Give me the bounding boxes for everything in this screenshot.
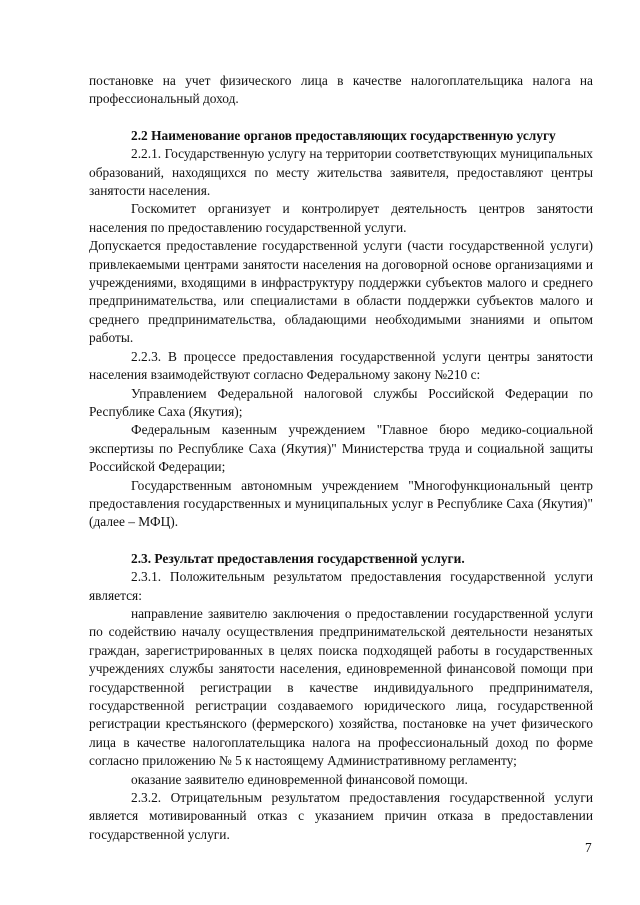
paragraph-tax-service: Управлением Федеральной налоговой службы Российской Федерации по Республике Саха (Якутия); <box>89 385 593 419</box>
spacer <box>89 109 593 127</box>
paragraph-medical-bureau: Федеральным казенным учреждением "Главное бюро медико-социальной экспертизы по Республике Саха (Якутия)" Министерства труда и социальной защиты Российской Федерации; <box>89 422 593 475</box>
paragraph-2-2-3: 2.2.3. В процессе предоставления государственной услуги центры занятости населения взаимодействуют согласно Федеральному закону №210 с: <box>89 348 593 383</box>
page-number: 7 <box>585 840 592 855</box>
spacer <box>89 532 593 550</box>
document-page <box>89 72 593 844</box>
paragraph-mfc: Государственным автономным учреждением "Многофункциональный центр предоставления государственных и муниципальных услуг в Республике Саха (Якутия)" (далее – МФЦ). <box>89 477 593 530</box>
paragraph-2-3-1: 2.3.1. Положительным результатом предоставления государственной услуги является: <box>89 569 593 603</box>
paragraph-positive-result: направление заявителю заключения о предоставлении государственной услуги по содействию началу осуществления предпринимательской деятельности незанятых граждан, зарегистрированных в целях поиска подходящей работы в государственных учреждениях службы занятости населения, единовременной финансовой помощи при государственной регистрации в качестве индивидуального предпринимателя, государственной регистрации создаваемого юридического лица, государственной регистрации крестьянского (фермерского) хозяйства, постановке на учет физического лица в качестве налогоплательщика налога на профессиональный доход по форме согласно приложению № 5 к настоящему Административному регламенту; <box>89 605 593 769</box>
paragraph-allowed-provision: Допускается предоставление государственной услуги (части государственной услуги) привлекаемыми центрами занятости населения на договорной основе организациями и учреждениями, входящими в инфраструктуру поддержки субъектов малого и среднего предпринимательства, или специалистами в области поддержки субъектов малого и среднего предпринимательства, обладающими необходимыми знаниями и опытом работы. <box>89 238 593 346</box>
section-heading-2-3: 2.3. Результат предоставления государственной услуги. <box>131 550 465 566</box>
section-heading-2-2: 2.2 Наименование органов предоставляющих государственную услугу <box>131 127 556 143</box>
paragraph-financial-help: оказание заявителю единовременной финансовой помощи. <box>131 771 468 787</box>
paragraph-2-2-1: 2.2.1. Государственную услугу на территории соответствующих муниципальных образований, находящихся по месту жительства заявителя, предоставляют центры занятости населения. <box>89 146 593 199</box>
paragraph-goskomitet: Госкомитет организует и контролирует деятельность центров занятости населения по предоставлению государственной услуги. <box>89 201 593 235</box>
paragraph-2-3-2: 2.3.2. Отрицательным результатом предоставления государственной услуги является мотивированный отказ с указанием причин отказа в предоставлении государственной услуги. <box>89 790 593 842</box>
paragraph-continuation: постановке на учет физического лица в качестве налогоплательщика налога на профессиональный доход. <box>89 73 593 107</box>
